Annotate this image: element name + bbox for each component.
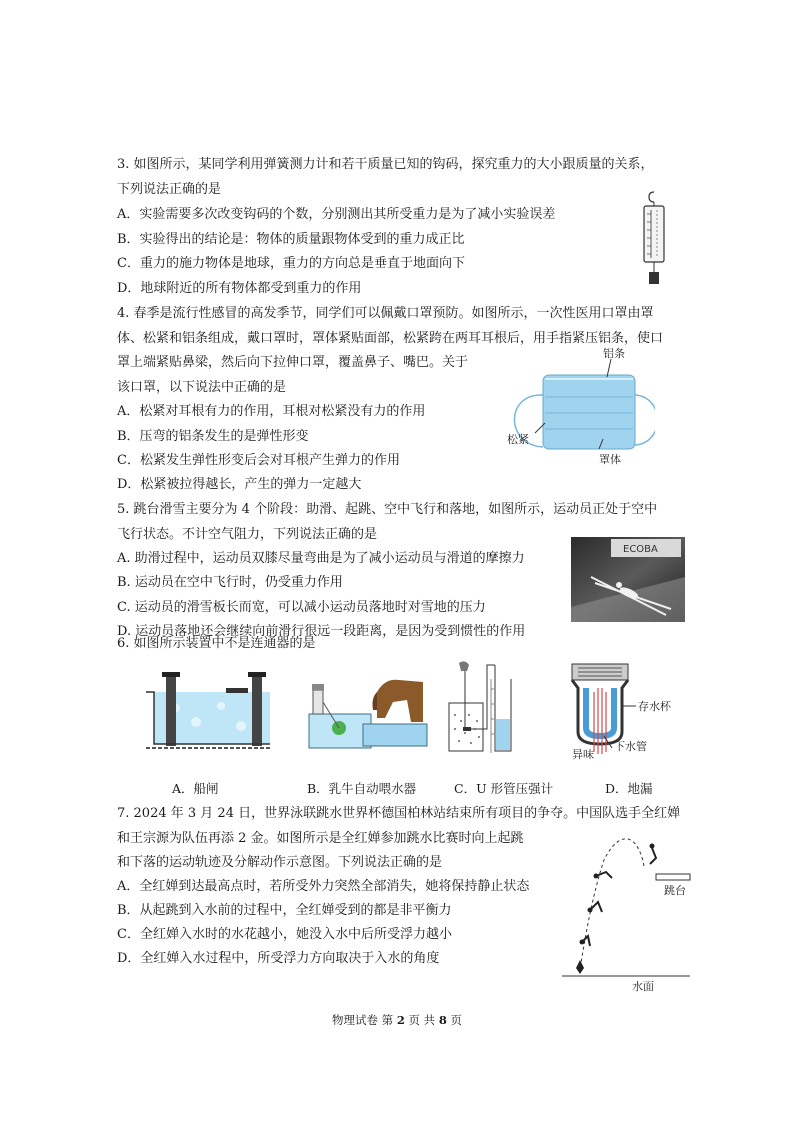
q5-option-a: A. 助滑过程中，运动员双膝尽量弯曲是为了减小运动员与滑道的摩擦力 bbox=[117, 551, 525, 566]
u-tube-manometer-figure bbox=[447, 659, 517, 759]
label-water-cup: 存水杯 bbox=[638, 700, 671, 713]
q4-option-b: B．压弯的铝条发生的是弹性形变 bbox=[117, 429, 309, 444]
q7-stem-line2: 和王宗源为队伍再添 2 金。如图所示是全红婵参加跳水比赛时向上起跳 bbox=[117, 831, 524, 846]
q4-option-a: A．松紧对耳根有力的作用，耳根对松紧没有力的作用 bbox=[117, 404, 426, 419]
q3-option-b: B．实验得出的结论是：物体的质量跟物体受到的重力成正比 bbox=[117, 232, 465, 247]
footer-prefix: 物理试卷 第 bbox=[332, 1013, 397, 1027]
caption-a: A．船闸 bbox=[172, 781, 219, 796]
label-diving-board: 跳台 bbox=[664, 884, 686, 897]
q7-option-a: A．全红婵到达最高点时，若所受外力突然全部消失，她将保持静止状态 bbox=[117, 879, 530, 894]
q7-option-b: B．从起跳到入水前的过程中，全红婵受到的都是非平衡力 bbox=[117, 903, 452, 918]
q5-option-d: D. 运动员落地还会继续向前滑行很远一段距离，是因为受到惯性的作用 bbox=[117, 624, 526, 639]
q5-option-c: C. 运动员的滑雪板长而宽，可以减小运动员落地时对雪地的压力 bbox=[117, 600, 486, 615]
label-elastic: 松紧 bbox=[507, 433, 529, 446]
q3-stem-line2: 下列说法正确的是 bbox=[117, 182, 222, 197]
q3-option-c: C．重力的施力物体是地球，重力的方向总是垂直于地面向下 bbox=[117, 256, 465, 271]
q4-option-c: C．松紧发生弹性形变后会对耳根产生弹力的作用 bbox=[117, 453, 400, 468]
label-odor: 异味 bbox=[572, 748, 594, 761]
banner-text: ECOBA bbox=[623, 544, 658, 555]
q7-option-c: C．全红婵入水时的水花越小，她没入水中后所受浮力越小 bbox=[117, 927, 452, 942]
footer-suffix: 页 bbox=[446, 1013, 462, 1027]
q7-stem-line3: 和下落的运动轨迹及分解动作示意图。下列说法正确的是 bbox=[117, 855, 443, 870]
face-mask-figure bbox=[505, 345, 655, 470]
caption-c: C．U 形管压强计 bbox=[454, 781, 554, 796]
q3-stem-line1: 3. 如图所示，某同学利用弹簧测力计和若干质量已知的钩码，探究重力的大小跟质量的关系， bbox=[117, 157, 654, 172]
q4-option-d: D．松紧被拉得越长，产生的弹力一定越大 bbox=[117, 477, 362, 492]
q7-option-d: D．全红婵入水过程中，所受浮力方向取决于入水的角度 bbox=[117, 951, 440, 966]
spring-scale-figure bbox=[634, 190, 674, 286]
footer-total-pages: 8 bbox=[438, 1013, 447, 1027]
label-water-surface: 水面 bbox=[632, 980, 654, 993]
footer-page-number: 2 bbox=[396, 1013, 405, 1027]
q5-stem-line2: 飞行状态。不计空气阻力，下列说法正确的是 bbox=[117, 527, 378, 542]
q4-stem-line2: 体、松紧和铝条组成，戴口罩时，罩体紧贴面部，松紧跨在两耳耳根后，用手指紧压铝条，使口 bbox=[117, 331, 664, 346]
caption-b: B．乳牛自动喂水器 bbox=[307, 781, 417, 796]
q3-option-d: D．地球附近的所有物体都受到重力的作用 bbox=[117, 281, 362, 296]
caption-d: D．地漏 bbox=[605, 781, 653, 796]
page-footer bbox=[0, 1012, 794, 1028]
q7-stem-line1: 7. 2024 年 3 月 24 日，世界泳联跳水世界杯德国柏林站结束所有项目的争夺。中国队选手全红婵 bbox=[117, 806, 681, 821]
ship-lock-figure bbox=[146, 668, 272, 753]
q4-stem-line1: 4. 春季是流行性感冒的高发季节，同学们可以佩戴口罩预防。如图所示，一次性医用口罩由罩 bbox=[117, 306, 654, 321]
label-mask-body: 罩体 bbox=[599, 453, 621, 466]
ski-jumper-photo bbox=[571, 537, 685, 622]
label-aluminum-strip: 铝条 bbox=[603, 347, 625, 360]
q6-stem: 6. 如图所示装置中不是连通器的是 bbox=[117, 636, 316, 651]
q5-stem-line1: 5. 跳台滑雪主要分为 4 个阶段：助滑、起跳、空中飞行和落地，如图所示，运动员正处于空中 bbox=[117, 502, 658, 517]
floor-drain-figure bbox=[564, 662, 694, 762]
footer-middle: 页 共 bbox=[404, 1013, 439, 1027]
q5-option-b: B. 运动员在空中飞行时，仍受重力作用 bbox=[117, 575, 343, 590]
label-drain-pipe: 下水管 bbox=[614, 740, 647, 753]
q4-stem-line3: 罩上端紧贴鼻梁，然后向下拉伸口罩，覆盖鼻子、嘴巴。关于 bbox=[117, 355, 469, 370]
cow-water-feeder-figure bbox=[303, 668, 429, 758]
diving-trajectory-figure bbox=[560, 830, 692, 995]
q4-stem-line4: 该口罩，以下说法中正确的是 bbox=[117, 380, 287, 395]
q3-option-a: A．实验需要多次改变钩码的个数，分别测出其所受重力是为了减小实验误差 bbox=[117, 207, 556, 222]
